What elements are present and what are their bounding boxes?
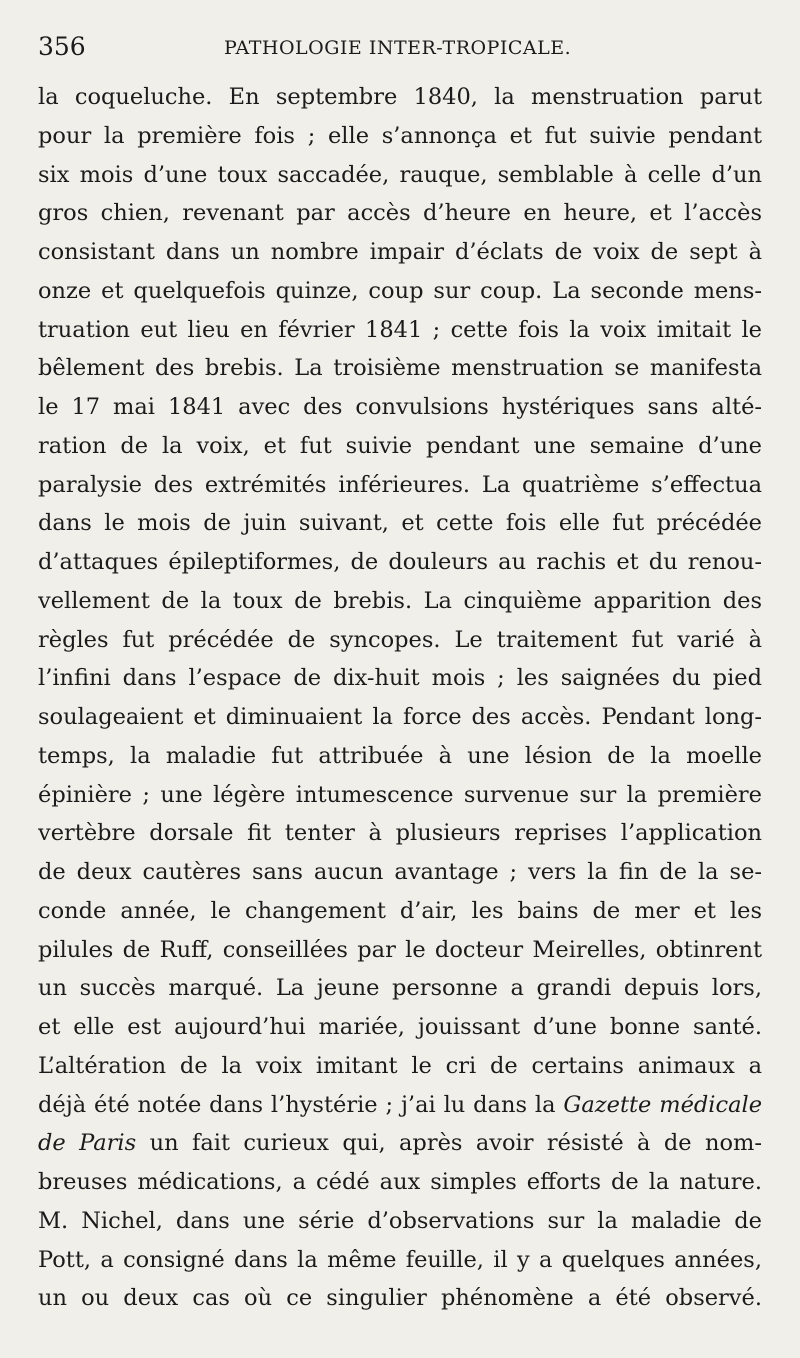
text-line: la coqueluche. En septembre 1840, la menstruation parut — [38, 84, 762, 110]
text-line: truation eut lieu en février 1841 ; cette fois la voix imitait le — [38, 316, 762, 343]
text-line: de Paris un fait curieux qui, après avoir résisté à de nom- — [38, 1130, 762, 1157]
text-line: onze et quelquefois quinze, coup sur coup. La seconde mens- — [38, 277, 762, 304]
text-line: gros chien, revenant par accès d’heure en heure, et l’accès — [38, 200, 762, 227]
text-line: d’attaques épileptiformes, de douleurs au rachis et du renou- — [38, 549, 762, 575]
text-line: M. Nichel, dans une série d’observations sur la maladie de — [38, 1207, 762, 1234]
text-line: pour la première fois ; elle s’annonça et fut suivie pendant — [38, 122, 762, 149]
text-line: déjà été notée dans l’hystérie ; j’ai lu dans la Gazette médicale — [38, 1091, 762, 1118]
text-line: règles fut précédée de syncopes. Le traitement fut varié à — [38, 626, 762, 653]
text-line: épinière ; une légère intumescence survenue sur la première — [38, 781, 762, 808]
text-line: le 17 mai 1841 avec des convulsions hystériques sans alté- — [38, 394, 762, 420]
text-line: dans le mois de juin suivant, et cette fois elle fut précédée — [38, 510, 762, 537]
text-line: consistant dans un nombre impair d’éclats de voix de sept à — [38, 239, 762, 265]
journal-title-italic: Gazette médicale — [563, 1091, 762, 1118]
text-line: L’altération de la voix imitant le cri de certains animaux a — [38, 1052, 762, 1079]
text-line: un ou deux cas où ce singulier phénomène a été observé. — [38, 1285, 762, 1312]
text-line: soulageaient et diminuaient la force des accès. Pendant long- — [38, 704, 762, 730]
text-line: l’infini dans l’espace de dix-huit mois ; les saignées du pied — [38, 665, 762, 692]
text-line: temps, la maladie fut attribuée à une lésion de la moelle — [38, 742, 762, 769]
text-line: ration de la voix, et fut suivie pendant une semaine d’une — [38, 432, 762, 459]
text-line: un succès marqué. La jeune personne a grandi depuis lors, — [38, 975, 762, 1002]
text-line: bêlement des brebis. La troisième menstruation se manifesta — [38, 355, 762, 382]
text-line: breuses médications, a cédé aux simples efforts de la nature. — [38, 1169, 762, 1195]
body-text — [38, 78, 762, 1318]
text-line: et elle est aujourd’hui mariée, jouissant d’une bonne santé. — [38, 1014, 762, 1040]
text-line: de deux cautères sans aucun avantage ; vers la fin de la se- — [38, 859, 762, 885]
text-line: paralysie des extrémités inférieures. La quatrième s’effectua — [38, 471, 762, 498]
text-line: conde année, le changement d’air, les bains de mer et les — [38, 897, 762, 924]
text-line: six mois d’une toux saccadée, rauque, semblable à celle d’un — [38, 161, 762, 188]
text-line: Pott, a consigné dans la même feuille, il y a quelques années, — [38, 1246, 762, 1273]
page-number: 356 — [38, 32, 86, 61]
text-line: vellement de la toux de brebis. La cinquième apparition des — [38, 587, 762, 614]
running-title: PATHOLOGIE INTER-TROPICALE. — [224, 37, 572, 59]
journal-title-italic: de Paris — [38, 1130, 137, 1157]
text-line: pilules de Ruff, conseillées par le docteur Meirelles, obtinrent — [38, 936, 762, 963]
text-line: vertèbre dorsale fit tenter à plusieurs reprises l’application — [38, 820, 762, 847]
